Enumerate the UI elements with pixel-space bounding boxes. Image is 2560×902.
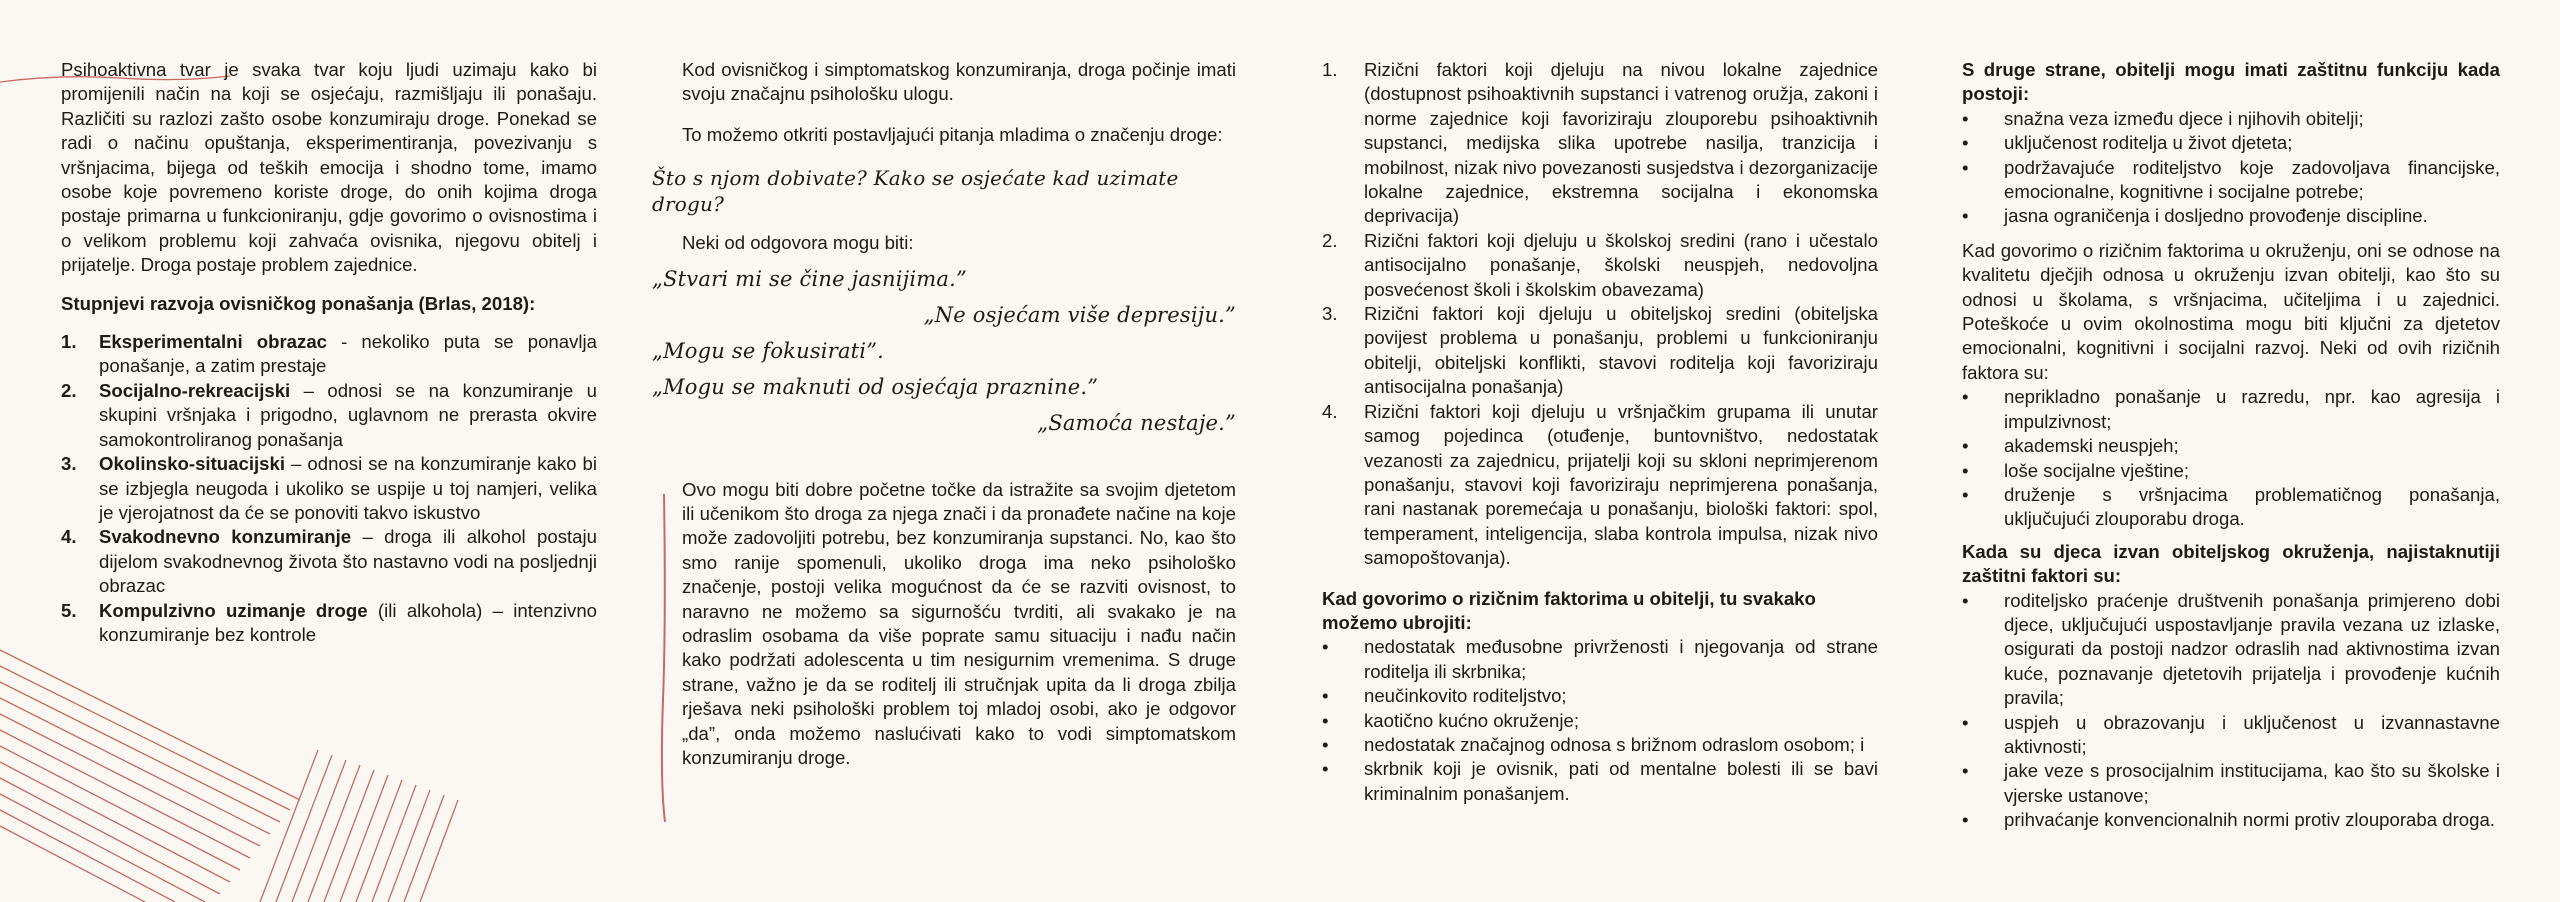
list-item: • jasna ograničenja i dosljedno provođenje discipline.: [1962, 205, 2428, 227]
column-1: [61, 58, 597, 647]
list-item: 5. Kompulzivno uzimanje droge (ili alkohola) – intenzivno konzumiranje bez kontrole: [61, 599, 598, 645]
list-item: • loše socijalne vještine;: [1962, 459, 2190, 481]
list-item: 3. Okolinsko-situacijski – odnosi se na konzumiranje kako bi se izbjegla neugoda i ukoliko se uspije u toj namjeri, velika je vjerojatnost da će se ponoviti takvo iskustvo: [61, 453, 597, 523]
list-item: 4. Svakodnevno konzumiranje – droga ili alkohol postaju dijelom svakodnevnog života što nastavno vodi na posljednji obrazac: [61, 526, 597, 597]
answer-text: „Mogu se fokusirati”.: [652, 338, 885, 363]
paragraph: To možemo otkriti postavljajući pitanja mladima o značenju droge:: [682, 123, 1223, 145]
risk-factors-list: [1322, 58, 1878, 571]
list-item: 1. Eksperimentalni obrazac - nekoliko puta se ponavlja ponašanje, a zatim prestaje: [61, 331, 597, 377]
outside-protective-list: [1962, 589, 2500, 833]
list-item: 4. Rizični faktori koji djeluju u vršnjačkim grupama ili unutar samog pojedinca (otuđenje, buntovništvo, nedostatak vezanosti za zajednicu, prijatelji koji su skloni neprimjerenom ponašanju, stavovi koji favoriziraju neprimjerena ponašanja, rani nastanak poremećaja u ponašanju, biološki faktori: spol, temperament, inteligencija, slaba kontrola impulsa, nizak nivo samopoštovanja).: [1322, 400, 1878, 569]
list-item: • nedostatak međusobne privrženosti i njegovanja od strane roditelja ili skrbnika;: [1322, 636, 1878, 682]
paragraph: Neki od odgovora mogu biti:: [682, 232, 914, 254]
list-item: • nedostatak značajnog odnosa s brižnom odraslom osobom; i: [1322, 733, 1865, 755]
list-item: • kaotično kućno okruženje;: [1322, 709, 1579, 731]
intro-paragraph: Psihoaktivna tvar je svaka tvar koju ljudi uzimaju kako bi promijenili način na koji se osjećaju, razmišljaju ili ponašaju. Različiti su razlozi zašto osobe konzumiraju droge. Ponekad se radi o načinu opuštanja, eksperimentiranja, povezivanju s vršnjacima, bijega od teških emocija i shodno tome, imamo osobe koje povremeno koriste droge, do onih kojima droga postaje primarna u funkcioniranju, gdje govorimo o ovisnostima i o velikom problemu koji zahvaća ovisnika, njegovu obitelj i prijatelje. Droga postaje problem zajednice.: [61, 59, 597, 276]
environment-paragraph: Kad govorimo o rizičnim faktorima u okruženju, oni se odnose na kvalitetu dječjih odnosa u okruženju izvan obitelji, kao što su odnosi u školama, s vršnjacima, učiteljima i u zajednici. Poteškoće u ovim okolnostima mogu biti ključni za djetetov emocionalni, kognitivni i socijalni razvoj. Neki od ovih rizičnih faktora su:: [1962, 239, 2500, 383]
boxed-paragraph: Ovo mogu biti dobre početne točke da istražite sa svojim djetetom ili učenikom što droga za njega znači i da pronađete načine na koje može zadovoljiti potrebu, bez konzumiranja supstanci. No, kao što smo ranije spomenuli, ukoliko droga ima neko psihološko značenje, postoji velika mogućnost da će se razviti ovisnost, to naravno ne možemo sa sigurnošću tvrditi, ali svakako je na odraslim osobama da više poprate samu situaciju i nađu način kako podržati adolescenta u tim nesigurnim vremenima. S druge strane, važno je da se roditelj ili stručnjak upita da li droga zbilja rješava neki psihološki problem toj mladoj osobi, ako je odgovor „da”, onda možemo naslućivati kako to vodi simptomatskom konzumiranju droge.: [682, 478, 1236, 769]
protective-list: [1962, 107, 2500, 229]
list-item: • uključenost roditelja u život djeteta;: [1962, 132, 2293, 154]
environment-risk-list: [1962, 385, 2500, 531]
list-item: • jake veze s prosocijalnim institucijama, kao što su školske i vjerske ustanove;: [1962, 760, 2500, 806]
column-3: [1322, 58, 1878, 806]
column-2: [652, 58, 1236, 771]
list-item: • neprikladno ponašanje u razredu, npr. kao agresija i impulzivnost;: [1962, 386, 2500, 432]
answer-text: „Samoća nestaje.”: [1037, 410, 1236, 435]
answer-text: „Mogu se maknuti od osjećaja praznine.”: [652, 374, 1099, 399]
outside-heading: Kada su djeca izvan obiteljskog okruženja, najistaknutiji zaštitni faktori su:: [1962, 540, 2500, 587]
list-item: 2. Rizični faktori koji djeluju u školskoj sredini (rano i učestalo antisocijalno ponašanje, školski neuspjeh, nedovoljna posvećenost školi i školskim obavezama): [1322, 229, 1878, 300]
answers-block: [652, 266, 1236, 436]
list-item: • uspjeh u obrazovanju i uključenost u izvannastavne aktivnosti;: [1962, 711, 2500, 757]
paragraph: Kod ovisničkog i simptomatskog konzumiranja, droga počinje imati svoju značajnu psihološku ulogu.: [682, 59, 1236, 105]
list-item: 3. Rizični faktori koji djeluju u obiteljskoj sredini (obiteljska povijest problema u ponašanju, problemi u funkcioniranju obitelji, obiteljski konflikti, stavovi roditelja koji favoriziraju antisocijalna ponašanja): [1322, 303, 1878, 398]
list-item: • snažna veza između djece i njihovih obitelji;: [1962, 107, 2364, 129]
list-item: • akademski neuspjeh;: [1962, 435, 2179, 457]
list-item: • prihvaćanje konvencionalnih normi protiv zlouporaba droga.: [1962, 809, 2495, 831]
list-item: • skrbnik koji je ovisnik, pati od mentalne bolesti ili se bavi kriminalnim ponašanjem.: [1322, 758, 1878, 804]
handwritten-question: Što s njom dobivate? Kako se osjećate kad uzimate drogu?: [652, 166, 1179, 217]
answer-text: „Stvari mi se čine jasnijima.”: [652, 266, 967, 291]
list-item: • druženje s vršnjacima problematičnog ponašanja, uključujući zlouporabu droga.: [1962, 483, 2500, 530]
list-item: 2. Socijalno-rekreacijski – odnosi se na konzumiranje u skupini vršnjaka i prigodno, uglavnom ne prerasta okvire samokontroliranog ponašanja: [61, 379, 597, 450]
list-item: 1. Rizični faktori koji djeluju na nivou lokalne zajednice (dostupnost psihoaktivnih supstanci i vatrenog oružja, zakoni i norme zajednice koji favoriziraju zlouporebu psihoaktivnih supstanci, medijska slika upotrebe nasilja, tranzicija i mobilnost, nizak nivo povezanosti susjedstva i dezorganizacije lokalne zajednice, ekstremna socijalna i ekonomska deprivacija): [1322, 59, 1878, 227]
stages-list: [61, 330, 597, 647]
family-risk-list: [1322, 635, 1878, 806]
column-4: [1962, 58, 2500, 833]
family-heading: Kad govorimo o rizičnim faktorima u obitelji, tu svakako možemo ubrojiti:: [1322, 587, 1816, 633]
list-item: • podržavajuće roditeljstvo koje zadovoljava financijske, emocionalne, kognitivne i socijalne potrebe;: [1962, 156, 2500, 203]
stages-heading: Stupnjevi razvoja ovisničkog ponašanja (Brlas, 2018):: [61, 292, 536, 314]
list-item: • neučinkovito roditeljstvo;: [1322, 685, 1567, 707]
protective-heading: S druge strane, obitelji mogu imati zaštitnu funkciju kada postoji:: [1962, 59, 2500, 105]
answer-text: „Ne osjećam više depresiju.”: [923, 302, 1236, 327]
list-item: • roditeljsko praćenje društvenih ponašanja primjereno dobi djece, uključujući uspostavljanje pravila vezana uz izlaske, osigurati da postoji nadzor odraslih nad aktivnostima izvan kuće, poznavanje djetetovih prijatelja i provođenje kućnih pravila;: [1962, 589, 2500, 709]
